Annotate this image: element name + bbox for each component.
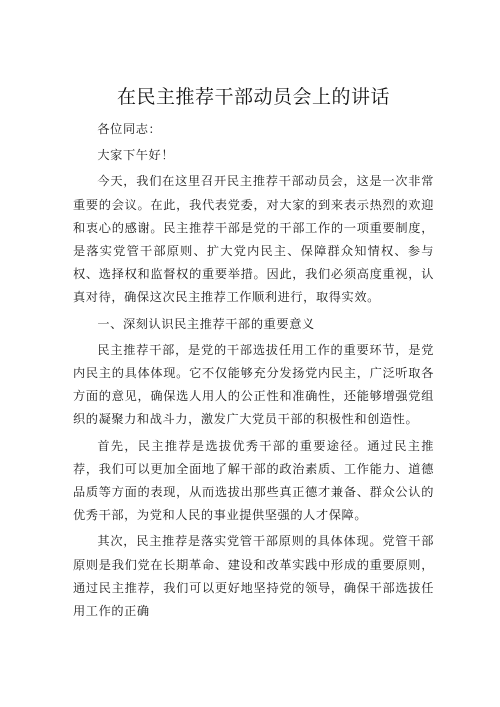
paragraph-second: 其次，民主推荐是落实党管干部原则的具体体现。党管干部原则是我们党在长期革命、建设和改革实践中形成的重要原则，通过民主推荐，我们可以更好地坚持党的领导，确保干部选拔任用工作的正确 xyxy=(73,534,434,619)
paragraph-intro: 今天，我们在这里召开民主推荐干部动员会，这是一次非常重要的会议。在此，我代表党委，对大家的到来表示热烈的欢迎和衷心的感谢。民主推荐干部是党的干部工作的一项重要制度，是落实党管干部原则、扩大党内民主、保障群众知情权、参与权、选择权和监督权的重要举措。因此，我们必须高度重视，认真对待，确保这次民主推荐工作顺利进行，取得实效。 xyxy=(73,174,434,305)
document-title: 在民主推荐干部动员会上的讲话 xyxy=(116,86,390,108)
paragraph-significance: 民主推荐干部，是党的干部选拔任用工作的重要环节，是党内民主的具体体现。它不仅能够充分发扬党内民主，广泛听取各方面的意见，确保选人用人的公正性和准确性，还能够增强党组织的凝聚力和战斗力，激发广大党员干部的积极性和创造性。 xyxy=(73,342,434,427)
section-heading-1: 一、深刻认识民主推荐干部的重要意义 xyxy=(97,316,315,331)
salutation: 各位同志： xyxy=(97,122,162,136)
paragraph-first: 首先，民主推荐是选拔优秀干部的重要途径。通过民主推荐，我们可以更加全面地了解干部的政治素质、工作能力、道德品质等方面的表现，从而选拔出那些真正德才兼备、群众公认的优秀干部，为党和人民的事业提供坚强的人才保障。 xyxy=(73,438,434,523)
greeting: 大家下午好！ xyxy=(97,148,175,163)
